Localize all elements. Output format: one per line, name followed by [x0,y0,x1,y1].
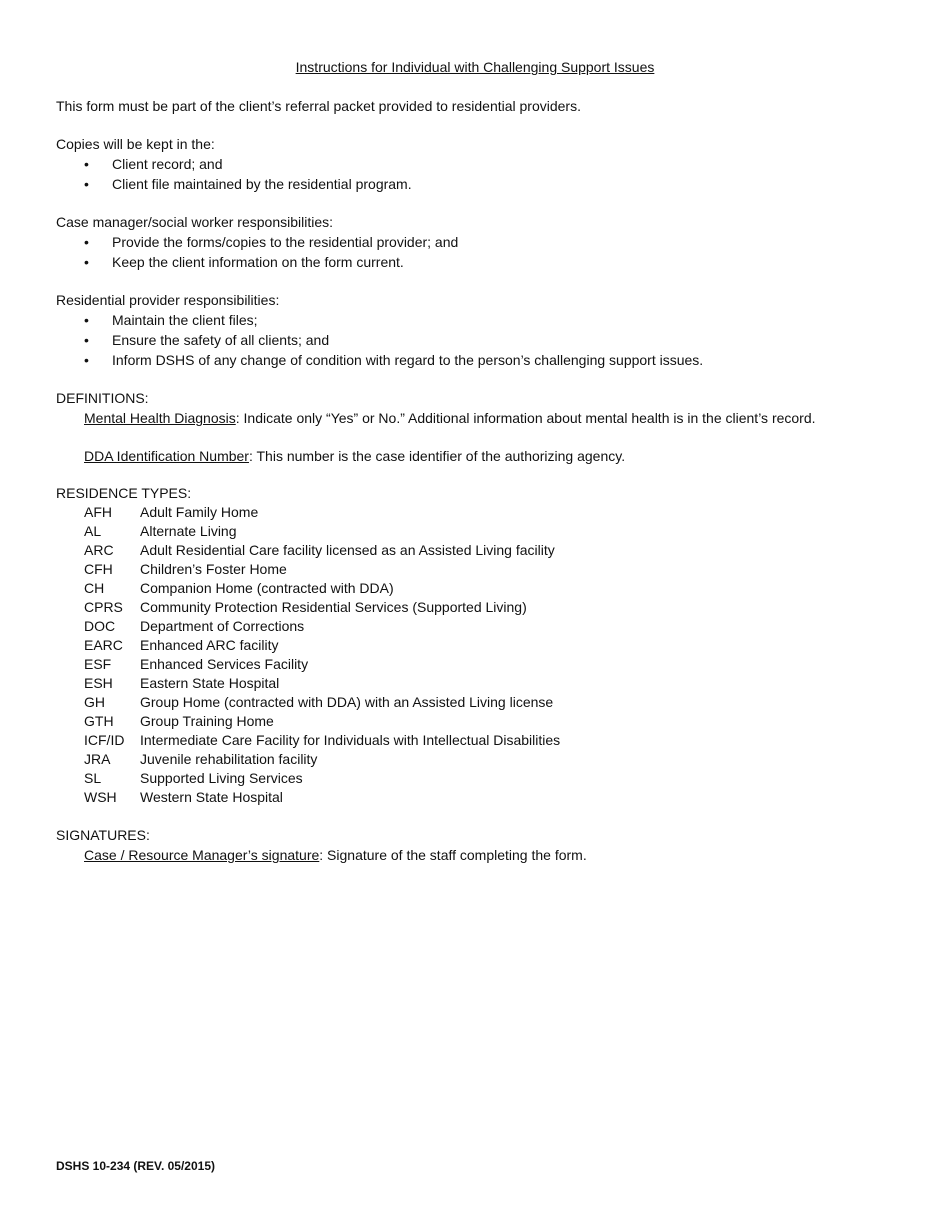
bullet-icon: • [84,254,89,270]
residence-types-heading: RESIDENCE TYPES: [56,485,192,501]
list-item: • Client record; and [84,156,223,172]
case-manager-heading: Case manager/social worker responsibilities: [56,214,334,230]
residence-code: AFH [84,504,112,520]
list-item: • Client file maintained by the residential program. [84,176,412,192]
residence-desc: Enhanced Services Facility [140,656,309,672]
definitions-heading: DEFINITIONS: [56,390,149,406]
list-item: • Maintain the client files; [84,312,258,328]
residence-code: JRA [84,751,111,767]
definition-text: : This number is the case identifier of the authorizing agency. [248,448,626,464]
signature-term: Case / Resource Manager’s signature [84,847,320,863]
definition-dda-id [56,446,896,466]
bullet-icon: • [84,352,89,368]
residence-code: DOC [84,618,116,634]
residential-provider-heading: Residential provider responsibilities: [56,292,280,308]
bullet-icon: • [84,176,89,192]
table-row [56,731,896,750]
definition-term: Mental Health Diagnosis [84,410,236,426]
residence-code: EARC [84,637,123,653]
residence-code: CFH [84,561,113,577]
residence-code: CH [84,580,105,596]
definition-text: : Indicate only “Yes” or No.” Additional information about mental health is in the client’s record. [235,410,816,426]
signature-definition [56,845,896,865]
table-row [56,617,896,636]
table-row [56,655,896,674]
intro-paragraph: This form must be part of the client’s referral packet provided to residential providers. [56,98,581,114]
residence-desc: Alternate Living [140,523,237,539]
residence-code: ICF/ID [84,732,125,748]
residence-code: GH [84,694,105,710]
residence-desc: Companion Home (contracted with DDA) [140,580,394,596]
residence-desc: Western State Hospital [140,789,283,805]
table-row [56,541,896,560]
residence-desc: Eastern State Hospital [140,675,280,691]
table-row [56,598,896,617]
table-row [56,769,896,788]
residence-desc: Group Training Home [140,713,274,729]
residence-desc: Supported Living Services [140,770,303,786]
copies-list [56,154,896,194]
residential-provider-list [56,310,896,370]
residence-desc: Enhanced ARC facility [140,637,279,653]
residence-desc: Intermediate Care Facility for Individuals with Intellectual Disabilities [140,732,561,748]
signatures-heading: SIGNATURES: [56,827,150,843]
case-manager-list [56,232,896,272]
residence-code: ESF [84,656,112,672]
table-row [56,636,896,655]
residence-desc: Group Home (contracted with DDA) with an Assisted Living license [140,694,554,710]
list-item: • Keep the client information on the form current. [84,254,404,270]
table-row [56,712,896,731]
residence-code: ARC [84,542,114,558]
residence-desc: Community Protection Residential Services (Supported Living) [140,599,527,615]
residence-code: AL [84,523,102,539]
table-row [56,750,896,769]
table-row [56,693,896,712]
bullet-icon: • [84,234,89,250]
list-item: • Inform DSHS of any change of condition with regard to the person’s challenging support issues. [84,352,704,368]
residence-code: SL [84,770,102,786]
bullet-icon: • [84,332,89,348]
page-title: Instructions for Individual with Challenging Support Issues [295,59,655,75]
table-row [56,579,896,598]
residence-types-list [56,503,896,807]
definition-mental-health [56,408,896,428]
residence-code: ESH [84,675,113,691]
signature-text: : Signature of the staff completing the form. [319,847,587,863]
definition-term: DDA Identification Number [84,448,249,464]
residence-code: GTH [84,713,114,729]
table-row [56,522,896,541]
residence-code: WSH [84,789,117,805]
list-item: • Ensure the safety of all clients; and [84,332,330,348]
table-row [56,788,896,807]
table-row [56,560,896,579]
residence-desc: Department of Corrections [140,618,305,634]
residence-desc: Adult Family Home [140,504,259,520]
table-row [56,674,896,693]
bullet-icon: • [84,312,89,328]
form-number-footer: DSHS 10-234 (REV. 05/2015) [56,1159,215,1173]
residence-desc: Adult Residential Care facility licensed as an Assisted Living facility [140,542,555,558]
bullet-icon: • [84,156,89,172]
document-body [56,96,896,865]
copies-heading: Copies will be kept in the: [56,136,215,152]
list-item: • Provide the forms/copies to the residential provider; and [84,234,459,250]
table-row [56,503,896,522]
residence-desc: Children’s Foster Home [140,561,287,577]
residence-desc: Juvenile rehabilitation facility [140,751,318,767]
residence-code: CPRS [84,599,123,615]
